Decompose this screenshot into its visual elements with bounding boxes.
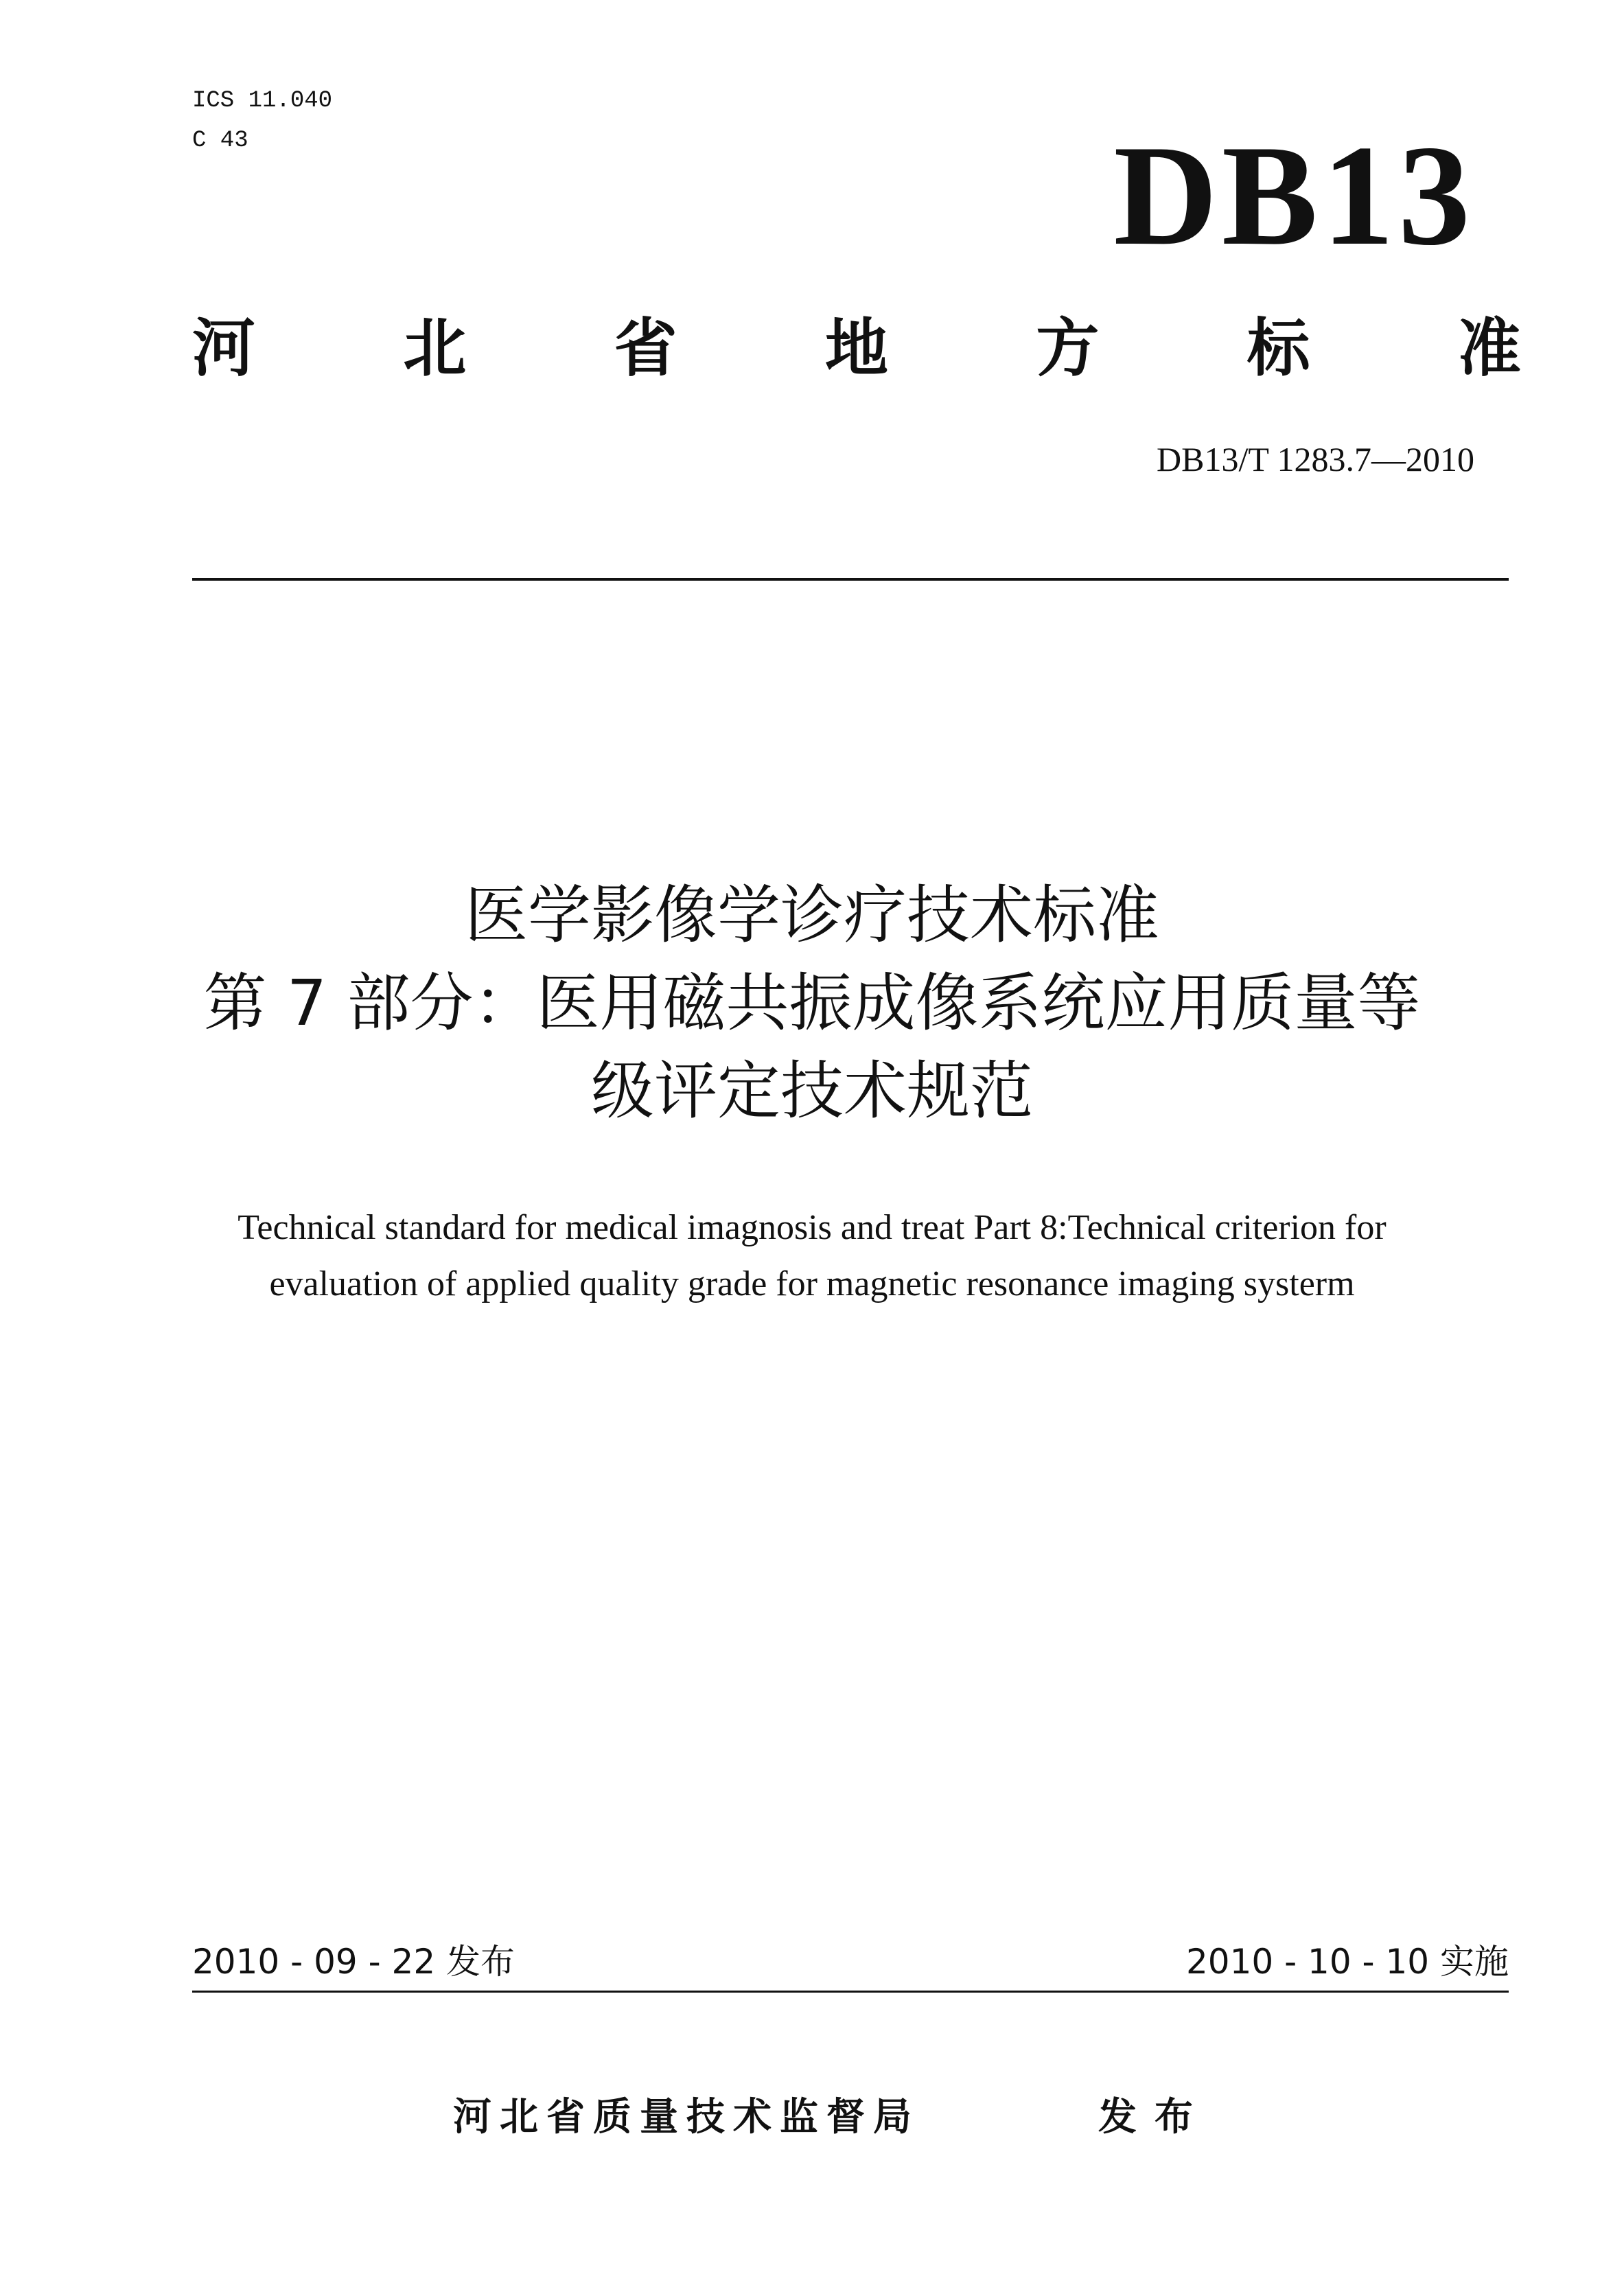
standard-type-heading: [192, 312, 1521, 385]
standard-number: DB13/T 1283.7—2010: [1157, 440, 1474, 478]
top-divider: [192, 578, 1509, 581]
chinese-title: [124, 872, 1500, 1135]
bottom-divider: [192, 1991, 1509, 1993]
chinese-title-line-3: 级评定技术规范: [590, 1054, 1033, 1128]
standard-type-char: 方: [1036, 312, 1100, 385]
issuing-authority: 河北省质量技术监督局: [453, 2095, 920, 2140]
db13-logo: DB13: [1113, 116, 1474, 275]
standard-type-char: 标: [1246, 312, 1310, 385]
english-title-line-1: Technical standard for medical imagnosis and treat Part 8:Technical criterion for: [237, 1208, 1387, 1247]
publish-date: 2010 - 09 - 22 发布: [192, 1942, 515, 1982]
english-title-line-2: evaluation of applied quality grade for magnetic resonance imaging systerm: [269, 1264, 1355, 1303]
classification-codes: [192, 81, 332, 161]
chinese-title-line-1: 医学影像学诊疗技术标准: [464, 879, 1159, 952]
issue-label: 发布: [1098, 2095, 1211, 2140]
ccs-code: C 43: [192, 128, 248, 154]
english-title: [137, 1200, 1487, 1312]
standard-type-char: 地: [824, 312, 888, 385]
standard-type-char: 准: [1457, 312, 1521, 385]
standard-type-char: 省: [614, 312, 677, 385]
effective-date: 2010 - 10 - 10 实施: [1185, 1942, 1509, 1982]
ics-code: ICS 11.040: [192, 88, 333, 114]
standard-type-char: 北: [403, 312, 467, 385]
chinese-title-line-2: 第 7 部分：医用磁共振成像系统应用质量等: [203, 966, 1421, 1040]
standard-type-char: 河: [192, 312, 256, 385]
